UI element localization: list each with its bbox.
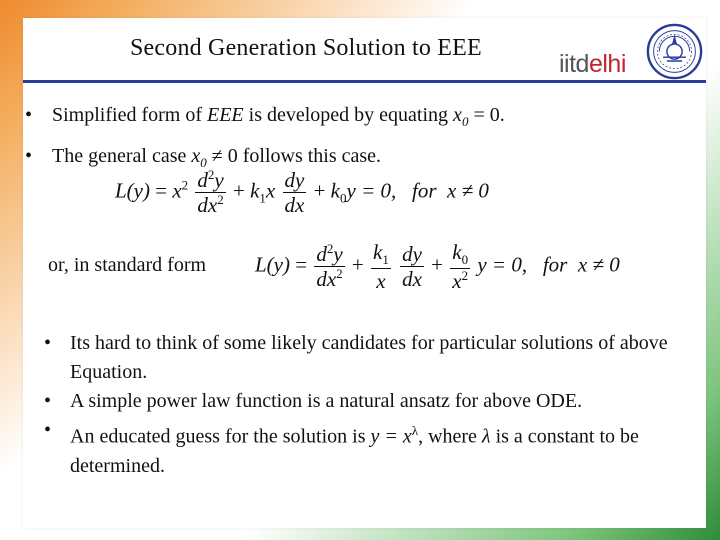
- bullet-item: • Simplified form of EEE is developed by equating $x_0 = 0$.: [25, 98, 505, 139]
- slide: [23, 18, 706, 528]
- title-underline: [23, 80, 706, 83]
- bullet-item: • The general case $x_0 \ne 0$ follows this case.: [25, 139, 505, 180]
- logo-prefix: iitd: [559, 50, 589, 78]
- iitd-logo-wordmark: [559, 50, 626, 79]
- bullet-item: • An educated guess for the solution is $y = x^\lambda$, where λ is a constant to be determined.: [44, 416, 704, 481]
- bullet-item: • Its hard to think of some likely candidates for particular solutions of above Equation.: [44, 329, 704, 387]
- slide-title: Second Generation Solution to EEE: [130, 35, 482, 61]
- logo-suffix: elhi: [588, 50, 626, 78]
- iitd-seal-icon: [646, 23, 703, 80]
- standard-form-label: or, in standard form: [48, 254, 207, 276]
- discussion-bullets: [44, 329, 704, 481]
- equation-general-form: $L(y) = x^2$ $\frac{d^2y}{dx^2}$ + $k_1x$ $\frac{dy}{dx}$ + $k_0y = 0$, for x ≠ 0: [115, 167, 489, 218]
- bullet-item: • A simple power law function is a natural ansatz for above ODE.: [44, 387, 704, 416]
- equation-standard-form: L(y) = $\frac{d^2y}{dx^2}$ + $\frac{k_1}{x}$ $\frac{dy}{dx}$ + $\frac{k_0}{x^2}$ y = 0, for x ≠ 0: [255, 240, 620, 294]
